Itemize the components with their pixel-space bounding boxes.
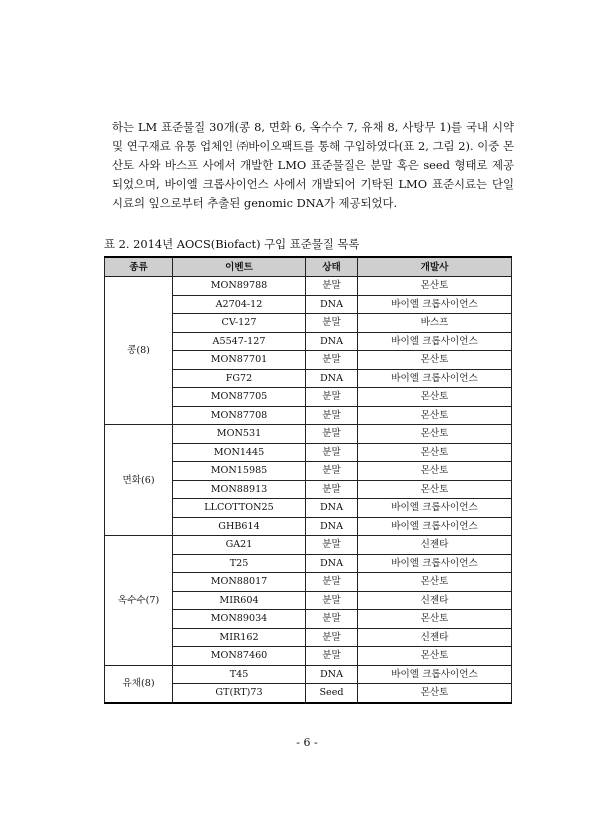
state-cell: DNA xyxy=(306,554,358,573)
header-developer: 개발사 xyxy=(358,257,512,277)
developer-cell: 몬산토 xyxy=(358,480,512,499)
developer-cell: 몬산토 xyxy=(358,388,512,407)
state-cell: 분말 xyxy=(306,406,358,425)
state-cell: DNA xyxy=(306,332,358,351)
event-cell: GA21 xyxy=(173,536,306,555)
event-cell: T45 xyxy=(173,665,306,684)
event-cell: T25 xyxy=(173,554,306,573)
state-cell: 분말 xyxy=(306,314,358,333)
state-cell: 분말 xyxy=(306,610,358,629)
state-cell: 분말 xyxy=(306,277,358,296)
state-cell: 분말 xyxy=(306,351,358,370)
crop-type-cell: 유채(8) xyxy=(105,665,173,703)
developer-cell: 신젠타 xyxy=(358,591,512,610)
page-number: - 6 - xyxy=(296,736,318,749)
event-cell: LLCOTTON25 xyxy=(173,499,306,518)
state-cell: 분말 xyxy=(306,647,358,666)
developer-cell: 몬산토 xyxy=(358,425,512,444)
developer-cell: 몬산토 xyxy=(358,277,512,296)
event-cell: FG72 xyxy=(173,369,306,388)
event-cell: GT(RT)73 xyxy=(173,684,306,703)
developer-cell: 몬산토 xyxy=(358,443,512,462)
state-cell: 분말 xyxy=(306,591,358,610)
state-cell: 분말 xyxy=(306,536,358,555)
developer-cell: 바스프 xyxy=(358,314,512,333)
state-cell: 분말 xyxy=(306,573,358,592)
event-cell: MON87708 xyxy=(173,406,306,425)
state-cell: 분말 xyxy=(306,425,358,444)
developer-cell: 몬산토 xyxy=(358,462,512,481)
state-cell: 분말 xyxy=(306,628,358,647)
standard-materials-table xyxy=(104,256,512,704)
crop-type-cell: 면화(6) xyxy=(105,425,173,536)
event-cell: CV-127 xyxy=(173,314,306,333)
table-row xyxy=(105,665,512,684)
state-cell: DNA xyxy=(306,665,358,684)
event-cell: MON15985 xyxy=(173,462,306,481)
event-cell: MON89788 xyxy=(173,277,306,296)
table-row xyxy=(105,277,512,296)
header-state: 상태 xyxy=(306,257,358,277)
developer-cell: 바이엘 크롭사이언스 xyxy=(358,554,512,573)
event-cell: A2704-12 xyxy=(173,295,306,314)
developer-cell: 바이엘 크롭사이언스 xyxy=(358,295,512,314)
event-cell: MIR604 xyxy=(173,591,306,610)
header-type: 종류 xyxy=(105,257,173,277)
event-cell: MON87701 xyxy=(173,351,306,370)
state-cell: DNA xyxy=(306,369,358,388)
developer-cell: 몬산토 xyxy=(358,406,512,425)
event-cell: MON87705 xyxy=(173,388,306,407)
developer-cell: 바이엘 크롭사이언스 xyxy=(358,499,512,518)
developer-cell: 몬산토 xyxy=(358,684,512,703)
developer-cell: 바이엘 크롭사이언스 xyxy=(358,369,512,388)
developer-cell: 바이엘 크롭사이언스 xyxy=(358,665,512,684)
state-cell: 분말 xyxy=(306,462,358,481)
table-row xyxy=(105,425,512,444)
state-cell: 분말 xyxy=(306,480,358,499)
crop-type-cell: 옥수수(7) xyxy=(105,536,173,666)
table-header-row xyxy=(105,257,512,277)
event-cell: MON88017 xyxy=(173,573,306,592)
state-cell: DNA xyxy=(306,499,358,518)
event-cell: MIR162 xyxy=(173,628,306,647)
event-cell: GHB614 xyxy=(173,517,306,536)
body-paragraph: 하는 LM 표준물질 30개(콩 8, 면화 6, 옥수수 7, 유채 8, 사탕무 1)를 국내 시약 및 연구재료 유통 업체인 ㈜바이오팩트를 통해 구입하였다(표 2, 그림 2). 이중 몬산토 사와 바스프 사에서 개발한 LMO 표준물질은 분말 혹은 seed 형태로 제공되었으며, 바이엘 크롭사이언스 사에서 개발되어 기탁된 LMO 표준시료는 단일 시료의 잎으로부터 추출된 genomic DNA가 제공되었다. xyxy=(112,120,514,210)
table-body xyxy=(105,277,512,703)
developer-cell: 몬산토 xyxy=(358,610,512,629)
developer-cell: 바이엘 크롭사이언스 xyxy=(358,517,512,536)
event-cell: MON531 xyxy=(173,425,306,444)
developer-cell: 몬산토 xyxy=(358,351,512,370)
developer-cell: 몬산토 xyxy=(358,573,512,592)
event-cell: MON87460 xyxy=(173,647,306,666)
event-cell: MON1445 xyxy=(173,443,306,462)
event-cell: MON88913 xyxy=(173,480,306,499)
state-cell: DNA xyxy=(306,295,358,314)
event-cell: MON89034 xyxy=(173,610,306,629)
table-caption: 표 2. 2014년 AOCS(Biofact) 구입 표준물질 목록 xyxy=(104,237,360,251)
developer-cell: 신젠타 xyxy=(358,628,512,647)
header-event: 이벤트 xyxy=(173,257,306,277)
state-cell: DNA xyxy=(306,517,358,536)
event-cell: A5547-127 xyxy=(173,332,306,351)
crop-type-cell: 콩(8) xyxy=(105,277,173,425)
state-cell: 분말 xyxy=(306,443,358,462)
developer-cell: 몬산토 xyxy=(358,647,512,666)
table-row xyxy=(105,536,512,555)
state-cell: 분말 xyxy=(306,388,358,407)
developer-cell: 신젠타 xyxy=(358,536,512,555)
developer-cell: 바이엘 크롭사이언스 xyxy=(358,332,512,351)
state-cell: Seed xyxy=(306,684,358,703)
